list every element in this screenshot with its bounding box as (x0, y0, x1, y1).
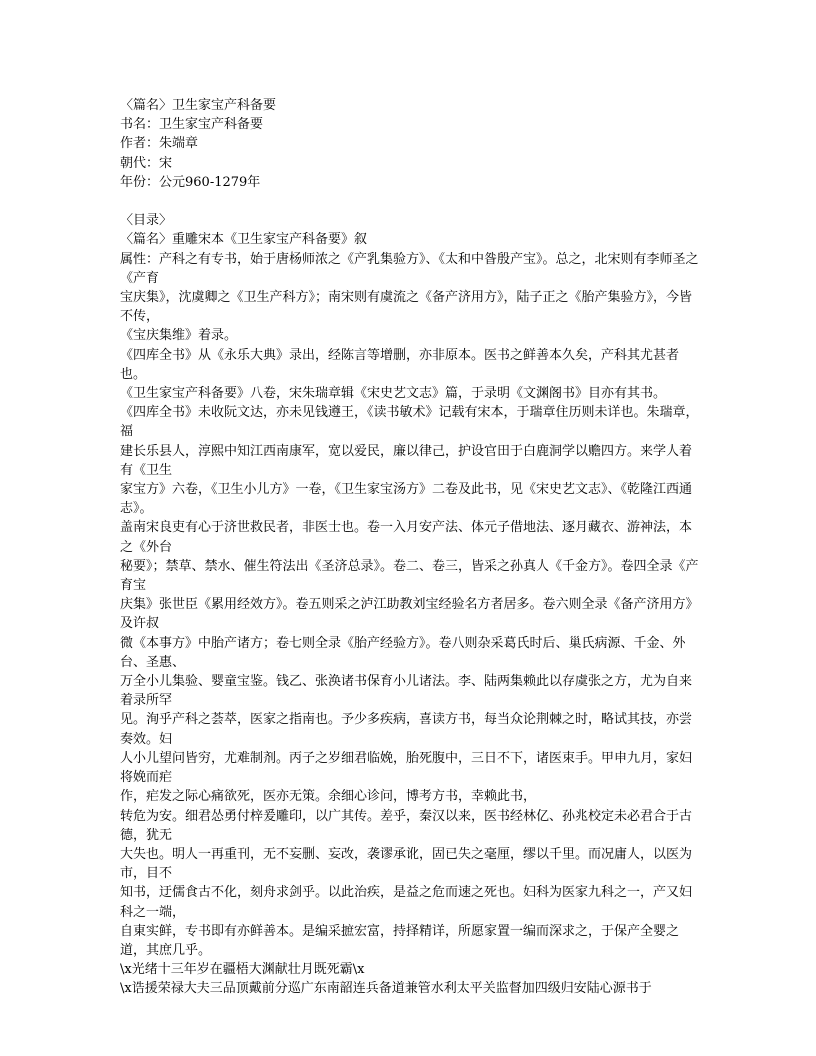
body-line: 家宝方》六卷，《卫生小儿方》一卷，《卫生家宝汤方》二卷及此书，见《宋史艺文志》、《乾隆江西通志》。 (120, 482, 693, 517)
body-line: 自東实鲜，专书即有亦鲜善本。是编采摭宏富，持择精详，所愿家置一编而深求之，于保产全婴之道，其庶几乎。 (120, 923, 680, 958)
body-line: 《宝庆集维》着录。 (120, 328, 238, 344)
body-line: 《四库全书》从《永乐大典》录出，经陈言等增删，亦非原本。医书之鲜善本久矣，产科其尤甚者也。 (120, 347, 680, 382)
body-line: 作，疟发之际心痛欲死，医亦无策。余细心诊问，博考方书，幸赖此书， (120, 789, 537, 805)
body-line: 知书，迂儒食古不化，刻舟求剑乎。以此治疾，是益之危而速之死也。妇科为医家九科之一，产又妇科之一端， (120, 885, 693, 920)
book-title: 书名：卫生家宝产科备要 (120, 117, 264, 133)
spacer (120, 192, 700, 211)
chapter-title: 〈篇名〉卫生家宝产科备要 (120, 98, 277, 113)
dynasty: 朝代：宋 (120, 155, 173, 171)
year-range: 年份：公元960-1279年 (120, 174, 261, 190)
body-line: 大失也。明人一再重刊，无不妄删、妄改，袭谬承讹，固已失之毫厘，缪以千里。而况庸人，以医为市，目不 (120, 846, 693, 882)
body-line: 《四库全书》未收阮文达，亦未见钱遵王，《读书敏术》记载有宋本，于瑞章住历则未详也。朱瑞章，福 (120, 405, 699, 440)
body-line: 万全小儿集验、婴童宝鉴。钱乙、张涣诸书保育小儿诸法。李、陆两集赖此以存虞张之方，尤为自来着录所罕 (120, 674, 693, 709)
toc-block (120, 211, 700, 249)
author: 作者：朱端章 (120, 136, 199, 152)
body-line: 见。洵乎产科之荟萃，医家之指南也。予少多疾病，喜读方书，每当众论荆棘之时，略试其技，亦尝奏效。妇 (120, 712, 693, 747)
body-line: 秘要》；禁草、禁水、催生符法出《圣济总录》。卷二、卷三，皆采之孙真人《千金方》。卷四全录《产育宝 (120, 558, 699, 594)
toc-heading: 〈目录〉 (120, 213, 173, 229)
body-line: 盖南宋良吏有心于济世救民者，非医士也。卷一入月安产法、体元子借地法、逐月藏衣、游神法，本之《外台 (120, 520, 693, 555)
metadata-block (120, 96, 700, 192)
body-line: 属性：产科之有专书，始于唐杨师浓之《产乳集验方》、《太和中昝殷产宝》。总之，北宋则有李师圣之《产育 (120, 251, 699, 286)
body-line: 人小儿望问皆穷，尤难制剂。丙子之岁细君临娩，胎死腹中，三日不下，诸医束手。甲申九月，家妇将娩而疟 (120, 750, 693, 786)
body-line: 庆集》张世臣《累用经效方》。卷五则采之泸江助教刘宝经验名方者居多。卷六则全录《备产济用方》及许叔 (120, 597, 699, 632)
body-line: 宝庆集》，沈虞卿之《卫生产科方》；南宋则有虞流之《备产济用方》，陆子正之《胎产集验方》，今皆不传， (120, 290, 693, 325)
body-text (120, 250, 700, 999)
body-line: 《卫生家宝产科备要》八卷，宋朱瑞章辑《宋史艺文志》篇，于录明《文渊阁书》目亦有其书。 (120, 386, 667, 402)
colophon-date: \x光绪十三年岁在疆梧大渊献壮月既死霸\x (120, 962, 365, 978)
colophon-author: \x诰援荣禄大夫三品顶戴前分巡广东南韶连兵备道兼管水利太平关监督加四级归安陆心源书于 (120, 981, 652, 997)
section-title: 〈篇名〉重雕宋本《卫生家宝产科备要》叙 (120, 232, 368, 248)
body-line: 建长乐县人，淳熙中知江西南康军，宽以爱民，廉以律己，护设官田于白鹿洞学以赡四方。来学人着有《卫生 (120, 443, 693, 478)
body-line: 微《本事方》中胎产诸方；卷七则全录《胎产经验方》。卷八则杂采葛氏时后、巢氏病源、千金、外台、圣惠、 (120, 635, 686, 670)
document-page (120, 96, 700, 999)
body-line: 转危为安。细君怂勇付梓爰雕印，以广其传。差乎，秦汉以来，医书经林亿、孙兆校定未必君合于古德，犹无 (120, 808, 693, 843)
